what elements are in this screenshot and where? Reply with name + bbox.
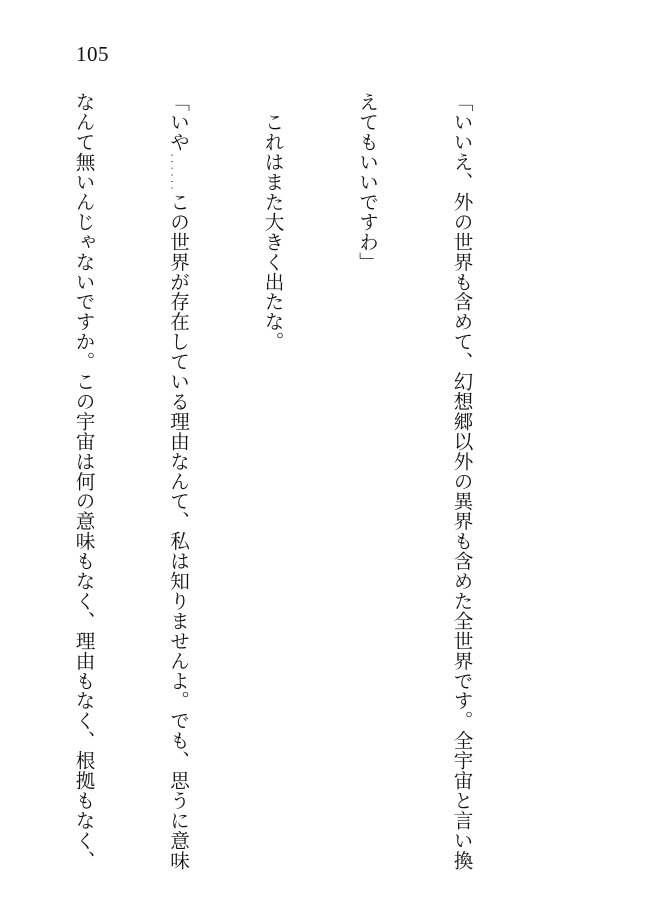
vertical-text-body (0, 92, 540, 871)
text-line-5: なんて無いんじゃないですか。この宇宙は何の意味もなく、理由もなく、根拠もなく、 (72, 92, 95, 871)
text-line-2: えてもいいですわ」 (355, 92, 379, 272)
text-line-6 (0, 92, 5, 852)
text-line-3: これはまた大きく出たな。 (261, 92, 284, 352)
page-number: 105 (76, 42, 109, 66)
text-line-4: 「いや……この世界が存在している理由なんて、私は知りませんよ。でも、思うに意味 (166, 92, 190, 871)
text-line-1: 「いいえ、外の世界も含めて、幻想郷以外の異界も含めた全世界です。全宇宙と言い換 (450, 92, 473, 871)
